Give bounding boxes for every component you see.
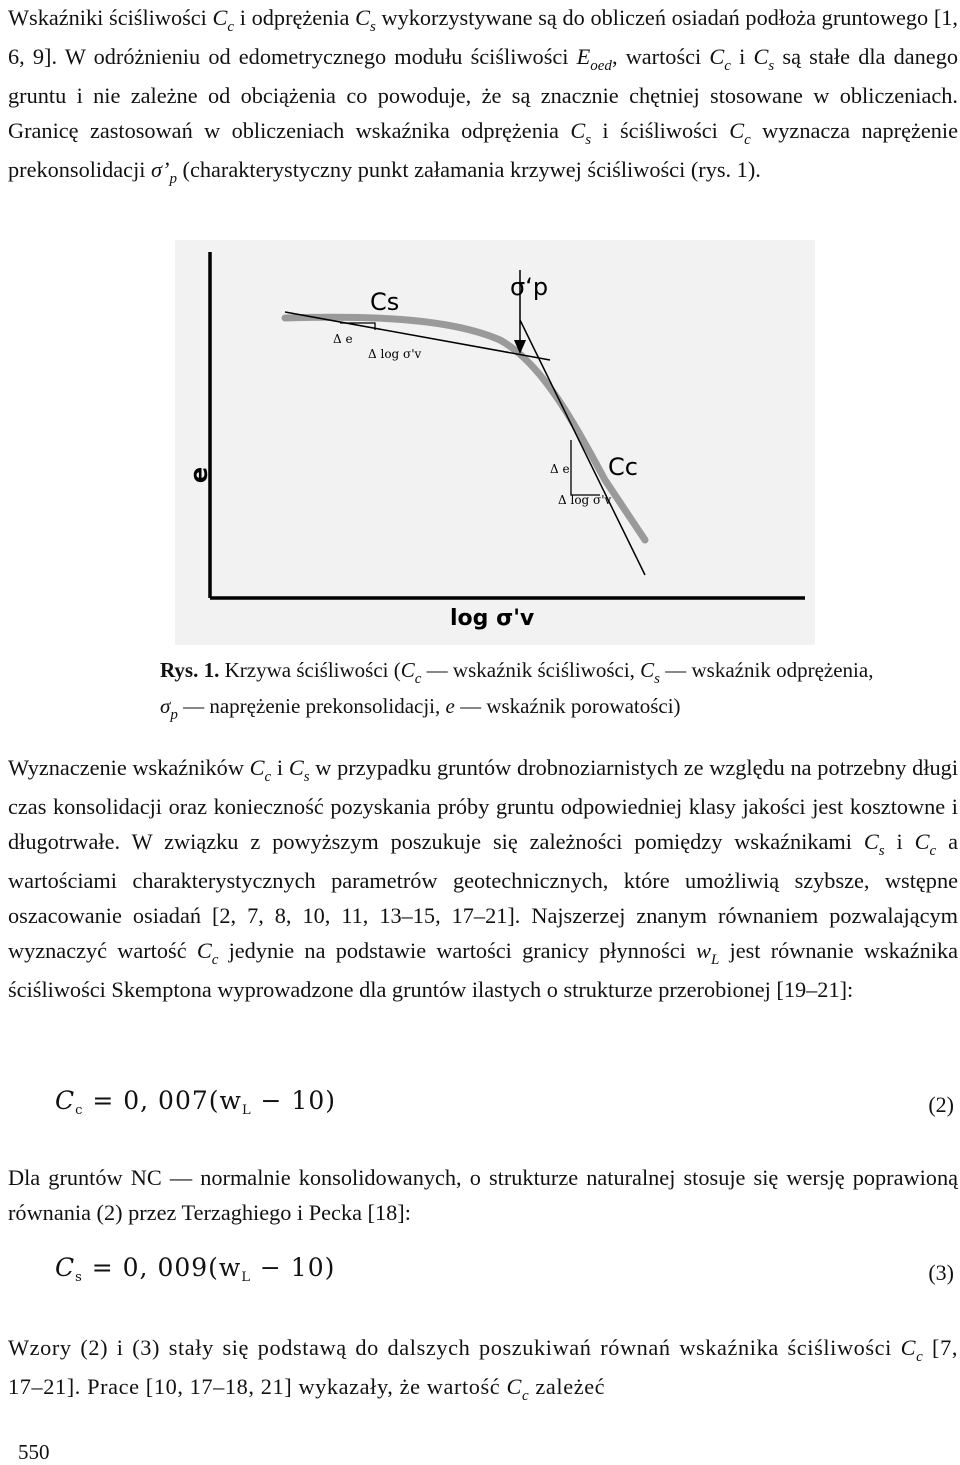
paragraph-1 [8,0,958,191]
text: są stałe dla danego gruntu i nie zależne od obciążenia co powoduje, że są znacznie chętniej stosowane w obliczeniach. Granicę zastosowań w obliczeniach wskaźnika odprężenia [8,44,959,143]
subscript: c [724,58,731,74]
compressibility-curve-figure [175,240,815,645]
subscript: c [211,952,219,968]
subscript: c [916,1349,924,1365]
subscript: L [241,1270,251,1285]
text: i [271,755,289,780]
text: zależeć [529,1374,606,1399]
text: a wartościami charakterystycznych parametrów geotechnicznych, które umożliwią szybsze, wstępne oszacowanie osiadań [2, 7, 8, 10, 11, 13–15, 17–21]. Najszerzej znanym równaniem pozwalającym wyznaczyć wartość [8,829,958,963]
delta-log-label: Δ log σ'v [368,347,422,361]
text: Wzory (2) i (3) stały się podstawą do dalszych poszukiwań równań wskaźnika ściśliwości [8,1335,901,1360]
symbol-c: C [249,755,265,780]
subscript: L [241,1103,252,1118]
text: Krzywa ściśliwości ( [219,658,401,682]
paragraph-2 [8,750,958,1007]
symbol-c: C [212,5,228,30]
subscript: c [75,1103,84,1118]
text: [7, 17–21]. Prace [10, 17–18, 21] wykazały, że wartość [8,1335,958,1399]
symbol-c: C [900,1335,917,1360]
y-axis-label: e [185,466,213,484]
text: i [730,44,754,69]
text: i odprężenia [234,5,356,30]
subscript: c [929,843,937,859]
equation-body: − 10) [250,1253,336,1282]
symbol-c: C [288,755,304,780]
page-number: 550 [18,1440,50,1464]
subscript: c [744,132,751,148]
subscript: c [414,671,422,687]
paragraph-3: Dla gruntów NC — normalnie konsolidowanych, o strukturze naturalnej stosuje się wersję poprawioną równania (2) przez Terzaghiego i Pecka [18]: [8,1165,958,1225]
text: (charakterystyczny punkt załamania krzywej ściśliwości (rys. 1). [176,157,761,182]
symbol-c: C [400,658,415,682]
text: wyznacza naprężenie prekonsolidacji [8,118,958,182]
text: , wartości [611,44,710,69]
cs-label: Cs [370,288,400,316]
symbol-c: C [640,658,655,682]
symbol-c: C [355,5,370,30]
subscript: s [75,1270,83,1285]
symbol-e: e [445,694,455,718]
delta-e-label: Δ e [550,462,570,476]
subscript: p [170,707,178,723]
text: w przypadku gruntów drobnoziarnistych ze względu na potrzebny długi czas konsolidacji oraz konieczność pozyskania próby gruntu odpowiedniej klasy jakości jest kosztowne i długotrwałe. W związku z powyższym poszukuje się zależności pomiędzy wskaźnikami [8,755,959,854]
symbol-sigma: σ [160,694,171,718]
equation-body: = 0, 007(w [83,1086,242,1115]
delta-log-label: Δ log σ'v [558,493,612,507]
symbol-c: C [729,118,745,143]
text: jest równanie wskaźnika ściśliwości Skemptona wyprowadzone dla gruntów ilastych o strukturze przerobionej [19–21]: [8,938,958,1002]
subscript: oed [590,58,612,74]
equation-body: = 0, 009(w [82,1253,242,1282]
symbol-e: E [576,44,591,69]
equation-3 [55,1253,336,1285]
subscript: s [878,843,885,859]
symbol-c: C [570,118,586,143]
equation-2 [55,1086,336,1118]
symbol-c: C [55,1086,76,1115]
text: i [884,829,915,854]
symbol-c: C [196,938,212,963]
subscript: s [768,58,775,74]
figure-background [175,240,815,645]
subscript: c [227,19,235,35]
subscript: p [169,171,177,187]
caption-label: Rys. 1. [160,658,220,682]
text: wykorzystywane są do obliczeń osiadań podłoża gruntowego [1, 6, 9]. W odróżnieniu od edometrycznego modułu ściśliwości [8,5,959,69]
text: — naprężenie prekonsolidacji, [177,694,446,718]
text: — wskaźnik ściśliwości, [421,658,641,682]
subscript: L [710,952,720,968]
figure-caption [160,654,920,726]
equation-number: (3) [928,1260,954,1285]
text: jedynie na podstawie wartości granicy płynności [218,938,697,963]
symbol-c: C [863,829,879,854]
text: Wskaźniki ściśliwości [8,5,213,30]
symbol-sigma: σ’ [151,157,170,182]
symbol-c: C [55,1253,76,1282]
subscript: c [521,1388,530,1404]
symbol-w: w [696,938,711,963]
x-axis-label: log σ'v [450,606,535,631]
subscript: s [303,769,310,785]
equation-number: (2) [928,1092,954,1117]
text: — wskaźnik porowatości) [454,694,681,718]
subscript: c [264,769,272,785]
equation-body: − 10) [251,1086,336,1115]
symbol-c: C [506,1374,522,1399]
subscript: s [654,671,661,687]
delta-e-label: Δ e [333,332,353,346]
symbol-c: C [709,44,725,69]
symbol-c: C [914,829,930,854]
paragraph-4 [8,1330,958,1408]
cc-label: Cc [608,453,638,481]
sigma-p-label: σ‘p [510,273,549,301]
symbol-c: C [753,44,769,69]
text: Wyznaczenie wskaźników [8,755,250,780]
subscript: s [585,132,592,148]
subscript: s [369,19,376,35]
text: i ściśliwości [591,118,730,143]
text: — wskaźnik odprężenia, [660,658,874,682]
